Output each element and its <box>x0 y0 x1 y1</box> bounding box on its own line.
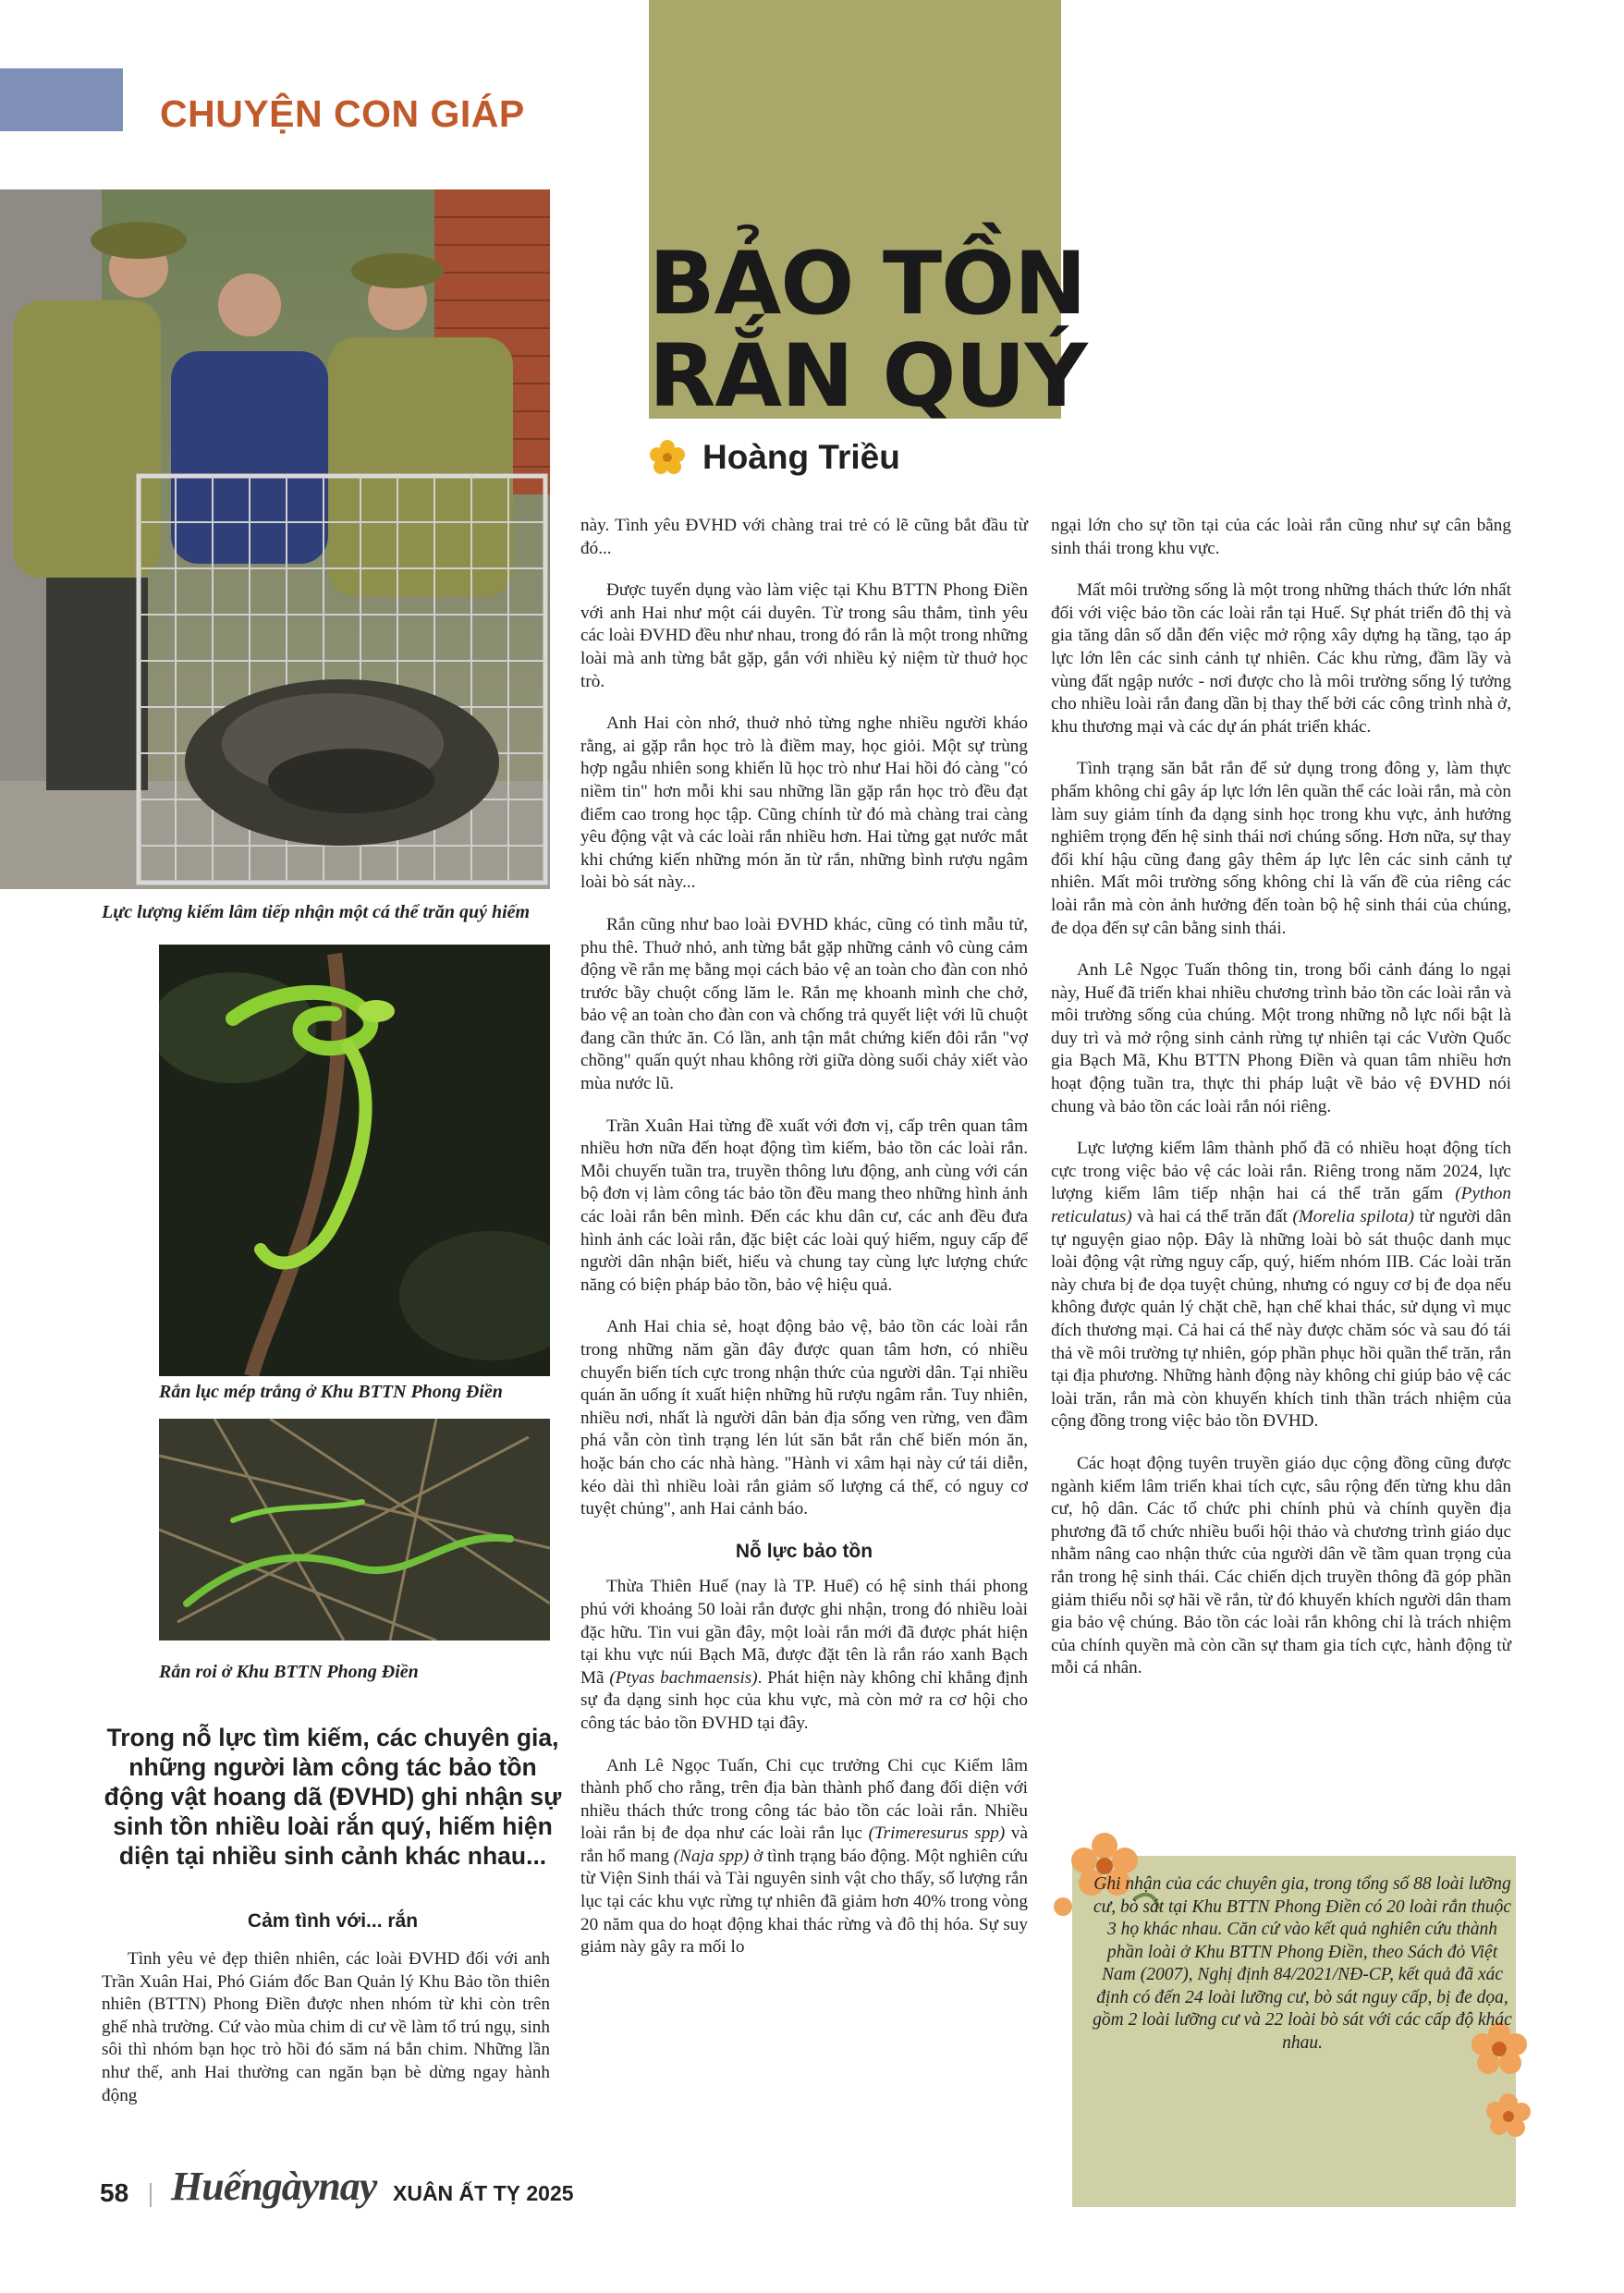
flower-icon <box>649 439 686 476</box>
paragraph: Tình trạng săn bắt rắn để sử dụng trong đông y, làm thực phẩm không chỉ gây áp lực lớn lên quần thể các loài rắn, mà còn làm suy giảm tính đa dạng sinh học trong khu vực, ảnh hưởng nghiêm trọng đến hệ sinh thái nơi chúng sống. Hơn nữa, sự thay đổi khí hậu cũng đang gây thêm áp lực lên các sinh cảnh tự nhiên. Mất môi trường sống không chỉ là vấn đề của riêng các loài rắn mà còn ảnh hưởng đến toàn bộ hệ sinh thái của chúng, đe dọa đến sự cân bằng sinh thái. <box>1051 759 1511 938</box>
paragraph: Rắn cũng như bao loài ĐVHD khác, cũng có tình mẫu tử, phu thê. Thuở nhỏ, anh từng bắt gặp những cảnh vô cùng cảm động về rắn mẹ bằng mọi cách bảo vệ an toàn cho đàn con nhỏ trước bầy chuột cống lăm le. Rắn mẹ khoanh mình che chở, bảo vệ an toàn cho đàn con và chống trả quyết liệt với lũ chuột đang cần thức ăn. Có lần, anh tận mắt chứng kiến đôi rắn "vợ chồng" quấn quýt nhau không rời giữa dòng suối chảy xiết vào mùa nước lũ. <box>580 914 1028 1094</box>
byline <box>649 438 900 477</box>
author-name: Hoàng Triều <box>702 438 900 476</box>
ranger-photo <box>0 189 550 889</box>
issue-label: XUÂN ẤT TỴ 2025 <box>393 2181 574 2205</box>
subhead-cam-tinh: Cảm tình với... rắn <box>247 1910 419 1932</box>
whip-snake-photo <box>159 1419 550 1640</box>
whip-snake-caption: Rắn roi ở Khu BTTN Phong Điền <box>159 1662 419 1682</box>
pull-quote: Trong nỗ lực tìm kiếm, các chuyên gia, những người làm công tác bảo tồn động vật hoang dã (ĐVHD) ghi nhận sự sinh tồn nhiều loài rắn quý, hiếm hiện diện tại nhiều sinh cảnh khác nhau... <box>104 1724 562 1870</box>
page-number: 58 <box>100 2178 129 2207</box>
paragraph: ngại lớn cho sự tồn tại của các loài rắn cũng như sự cân bằng sinh thái trong khu vực. <box>1051 516 1511 558</box>
paragraph: Lực lượng kiểm lâm thành phố đã có nhiều hoạt động tích cực trong việc bảo vệ các loài rắn. Riêng trong năm 2024, lực lượng kiểm lâm tiếp nhận hai cá thể trăn gấm (Python reticulatus) và hai cá thể trăn đất (Morelia spilota) từ người dân tự nguyện giao nộp. Đây là những loài bò sát thuộc danh mục loài động vật rừng nguy cấp, quý, hiếm nhóm IIB. Các loài trăn này chưa bị đe dọa tuyệt chủng, nhưng có nguy cơ bị đe dọa nếu không được quản lý chặt chẽ, hạn chế khai thác, sử dụng vì mục đích thương mại. Cả hai cá thể này được chăm sóc và sau đó tái thả về môi trường tự nhiên, góp phần phục hồi quần thể trăn, rắn tại địa phương. Những hành động này không chỉ giúp bảo vệ các loài trăn, rắn mà còn khuyến khích tinh thần trách nhiệm của cộng đồng trong việc bảo tồn ĐVHD. <box>1051 1139 1511 1432</box>
subhead-no-luc: Nỗ lực bảo tồn <box>735 1540 873 1562</box>
pit-viper-photo <box>159 945 550 1376</box>
column-3 <box>1051 515 1511 1700</box>
paragraph: Các hoạt động tuyên truyền giáo dục cộng đồng cũng được ngành kiểm lâm triển khai tích cực, sâu rộng đến từng khu dân cư, hộ dân. Các tổ chức phi chính phủ và chính quyền địa phương đã tổ chức nhiều buổi hội thảo và chương trình giáo dục nhằm nâng cao nhận thức của người dân về tầm quan trọng của rắn trong hệ sinh thái. Các chiến dịch truyền thông đã góp phần giảm thiểu nỗi sợ hãi về rắn, từ đó khuyến khích người dân tham gia bảo vệ chúng. Bảo tồn các loài rắn không chỉ là trách nhiệm của chính quyền mà còn cần sự tham gia tích cực, hành động từ mỗi cá nhân. <box>1051 1453 1511 1678</box>
section-title: CHUYỆN CON GIÁP <box>160 92 525 135</box>
article-title <box>649 234 1111 427</box>
column-1 <box>102 1948 550 2127</box>
article-title-line1: BẢO TỒN <box>649 234 1086 335</box>
article-title-line2: RẮN QUÝ <box>649 326 1087 427</box>
paragraph: Thừa Thiên Huế (nay là TP. Huế) có hệ sinh thái phong phú với khoảng 50 loài rắn được ghi nhận, trong đó nhiều loài đặc hữu. Tin vui gần đây, một loài rắn mới đã được phát hiện tại khu vực núi Bạch Mã, được đặt tên là rắn ráo xanh Bạch Mã (Ptyas bachmaensis). Phát hiện này không chỉ khẳng định sự đa dạng sinh học của khu vực, mà còn mở ra cơ hội cho công tác bảo tồn ĐVHD tại đây. <box>580 1577 1029 1733</box>
footer-divider <box>150 2183 152 2207</box>
paragraph: Anh Hai còn nhớ, thuở nhỏ từng nghe nhiều người kháo rằng, ai gặp rắn học trò là điềm may, học giỏi. Một sự trùng hợp ngẫu nhiên song khiến lũ học trò như Hai hồi đó càng "có niềm tin" hơn mỗi khi sau những lần gặp rắn học trò đều đạt điểm cao trong học tập. Cũng chính từ đó mà chàng trai càng yêu động vật và các loài rắn nhiều hơn. Hai từng gạt nước mắt khi chứng kiến những món ăn từ rắn, những bình rượu ngâm loài bò sát này... <box>580 714 1028 893</box>
pit-viper-caption: Rắn lục mép trắng ở Khu BTTN Phong Điền <box>159 1382 503 1402</box>
info-box-text: Ghi nhận của các chuyên gia, trong tổng số 88 loài lưỡng cư, bò sát tại Khu BTTN Phong Điền có 20 loài rắn thuộc 3 họ khác nhau. Căn cứ vào kết quả nghiên cứu thành phần loài ở Khu BTTN Phong Điền, theo Sách đỏ Việt Nam (2007), Nghị định 84/2021/NĐ-CP, kết quả đã xác định có đến 24 loài lưỡng cư, bò sát nguy cấp, bị đe dọa, gồm 2 loài lưỡng cư và 22 loài bò sát với các cấp độ khác nhau. <box>1093 1874 1512 2053</box>
paragraph: Anh Lê Ngọc Tuấn, Chi cục trưởng Chi cục Kiểm lâm thành phố cho rằng, trên địa bàn thành phố đang đối diện với nhiều thách thức trong công tác bảo tồn các loài rắn. Nhiều loài rắn bị đe dọa như các loài rắn lục (Trimeresurus spp) và rắn hổ mang (Naja spp) ở tình trạng báo động. Một nghiên cứu từ Viện Sinh thái và Tài nguyên sinh vật cho thấy, số lượng rắn lục tại các khu vực rừng tự nhiên đã giảm hơn 40% trong vòng 20 năm qua do hoạt động khai thác rừng và đô thị hóa. Sự suy giảm này gây ra mối lo <box>580 1755 1029 1958</box>
section-color-bar <box>0 68 123 131</box>
paragraph: Mất môi trường sống là một trong những thách thức lớn nhất đối với việc bảo tồn các loài rắn tại Huế. Sự phát triển đô thị và gia tăng dân số dẫn đến việc mở rộng xây dựng hạ tầng, tạo áp lực lớn lên các sinh cảnh tự nhiên. Các khu rừng, đầm lầy và vùng đất ngập nước - nơi được cho là môi trường sống lý tưởng cho nhiều loài rắn đang dần bị thay thế bởi các công trình nhà ở, khu thương mại và các dự án phát triển khác. <box>1051 580 1511 737</box>
paragraph: Trần Xuân Hai từng đề xuất với đơn vị, cấp trên quan tâm nhiều hơn nữa đến hoạt động tìm kiếm, bảo tồn các loài rắn. Mỗi chuyến tuần tra, truyền thông lưu động, anh cùng với cán bộ đơn vị làm công tác bảo tồn đều mang theo những hình ảnh các loài rắn bên mình. Đến các khu dân cư, các anh đều đưa hình ảnh các loài rắn, đặc biệt các loài quý hiếm, nguy cấp để người dân nhận biết, hiểu và chung tay cùng lực lượng chức năng có biện pháp bảo tồn, bảo vệ hiệu quả. <box>580 1116 1028 1295</box>
ranger-photo-caption: Lực lượng kiểm lâm tiếp nhận một cá thể trăn quý hiếm <box>102 902 531 922</box>
paragraph: Anh Lê Ngọc Tuấn thông tin, trong bối cảnh đáng lo ngại này, Huế đã triển khai nhiều chương trình bảo tồn các loài rắn và môi trường sống của chúng. Một trong những nỗ lực nổi bật là duy trì và mở rộng sinh cảnh rừng tự nhiên tại các Vườn Quốc gia Bạch Mã, Khu BTTN Phong Điền và quan tâm nhiều hơn hoạt động tuần tra, thực thi pháp luật về bảo vệ ĐVHD nói chung và bảo tồn các loài rắn nói riêng. <box>1051 960 1511 1116</box>
paragraph: Tình yêu vẻ đẹp thiên nhiên, các loài ĐVHD đối với anh Trần Xuân Hai, Phó Giám đốc Ban Quản lý Khu Bảo tồn thiên nhiên (BTTN) Phong Điền được nhen nhóm từ khi còn trên ghế nhà trường. Cứ vào mùa chim di cư về làm tổ trú ngụ, sinh sôi thì nhóm bạn học trò hồi đó săm ná bắn chim. Những lần như thế, anh Hai thường can ngăn bạn bè dừng ngay hành động <box>102 1949 550 2105</box>
paragraph: Được tuyển dụng vào làm việc tại Khu BTTN Phong Điền với anh Hai như một cái duyên. Từ trong sâu thẳm, tình yêu các loài ĐVHD đều như nhau, trong đó rắn là một trong những loài mà anh từng bắt gặp, gắn với nhiều kỷ niệm từ thuở học trò. <box>580 580 1028 691</box>
paragraph: này. Tình yêu ĐVHD với chàng trai trẻ có lẽ cũng bắt đầu từ đó... <box>580 516 1028 558</box>
paragraph: Anh Hai chia sẻ, hoạt động bảo vệ, bảo tồn các loài rắn trong những năm gần đây được quan tâm hơn, có nhiều chuyển biến tích cực trong nhận thức của người dân. Tại nhiều quán ăn uống ít xuất hiện những hũ rượu ngâm rắn. Tuy nhiên, nhiều nơi, nhất là người dân bản địa sống ven rừng, ven đầm phá vẫn còn tình trạng lén lút săn bắt rắn chế biến món ăn, hoặc bán cho các nhà hàng. "Hành vi xâm hại này cứ tái diễn, kéo dài thì nhiều loài rắn giảm số lượng cá thể, có nguy cơ tuyệt chủng", anh Hai cảnh báo. <box>580 1317 1028 1519</box>
magazine-logo: Huếngàynay <box>171 2164 377 2209</box>
column-2 <box>580 515 1028 1979</box>
